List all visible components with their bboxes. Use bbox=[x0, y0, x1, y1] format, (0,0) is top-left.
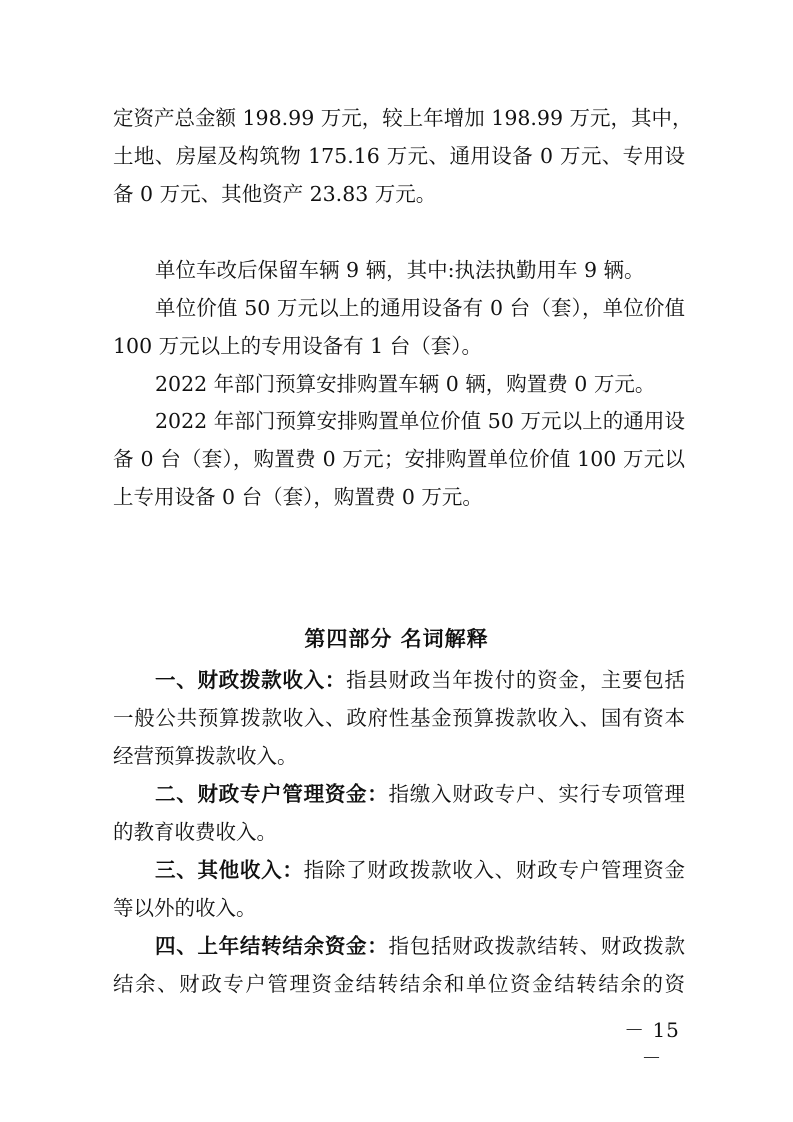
purchase-equipment-line-1: 2022 年部门预算安排购置单位价值 50 万元以上的通用设 bbox=[155, 409, 685, 433]
definition-2-term: 二、财政专户管理资金： bbox=[155, 782, 389, 806]
definition-1-term: 一、财政拨款收入： bbox=[155, 668, 347, 692]
page-number: － 15 － bbox=[624, 1018, 680, 1070]
definition-4-first-line bbox=[155, 931, 685, 961]
definition-1-line-2: 一般公共预算拨款收入、政府性基金预算拨款收入、国有资本 bbox=[113, 706, 685, 730]
vehicles-text: 单位车改后保留车辆 9 辆，其中:执法执勤用车 9 辆。 bbox=[155, 258, 645, 282]
purchase-vehicles-text: 2022 年部门预算安排购置车辆 0 辆，购置费 0 万元。 bbox=[155, 372, 656, 396]
definition-3-text: 指除了财政拨款收入、财政专户管理资金 bbox=[303, 858, 686, 882]
equipment-text-line-2: 100 万元以上的专用设备有 1 台（套）。 bbox=[113, 334, 482, 358]
definition-4-text: 指包括财政拨款结转、财政拨款 bbox=[388, 934, 686, 958]
definition-2-first-line bbox=[155, 779, 685, 809]
definition-2-line-2: 的教育收费收入。 bbox=[113, 820, 277, 844]
definition-3-line-2: 等以外的收入。 bbox=[113, 896, 257, 920]
definition-2-text: 指缴入财政专户、实行专项管理 bbox=[388, 782, 686, 806]
section-heading: 第四部分 名词解释 bbox=[304, 627, 489, 651]
definition-4-line-2: 结余、财政专户管理资金结转结余和单位资金结转结余的资 bbox=[113, 972, 685, 996]
purchase-equipment-line-3: 上专用设备 0 台（套），购置费 0 万元。 bbox=[113, 485, 483, 509]
definition-4-term: 四、上年结转结余资金： bbox=[155, 934, 389, 958]
definition-3-first-line bbox=[155, 855, 685, 885]
asset-text-line-3: 备 0 万元、其他资产 23.83 万元。 bbox=[113, 182, 437, 206]
asset-text-line-2: 土地、房屋及构筑物 175.16 万元、通用设备 0 万元、专用设 bbox=[113, 144, 685, 168]
purchase-equipment-line-2: 备 0 台（套），购置费 0 万元；安排购置单位价值 100 万元以 bbox=[113, 447, 685, 471]
definition-3-term: 三、其他收入： bbox=[155, 858, 304, 882]
definition-1-first-line bbox=[155, 665, 685, 695]
definition-1-text: 指县财政当年拨付的资金，主要包括 bbox=[346, 668, 685, 692]
definition-1-line-3: 经营预算拨款收入。 bbox=[113, 744, 298, 768]
equipment-text-line-1: 单位价值 50 万元以上的通用设备有 0 台（套），单位价值 bbox=[155, 296, 685, 320]
asset-text-line-1: 定资产总金额 198.99 万元，较上年增加 198.99 万元，其中， bbox=[113, 106, 693, 130]
